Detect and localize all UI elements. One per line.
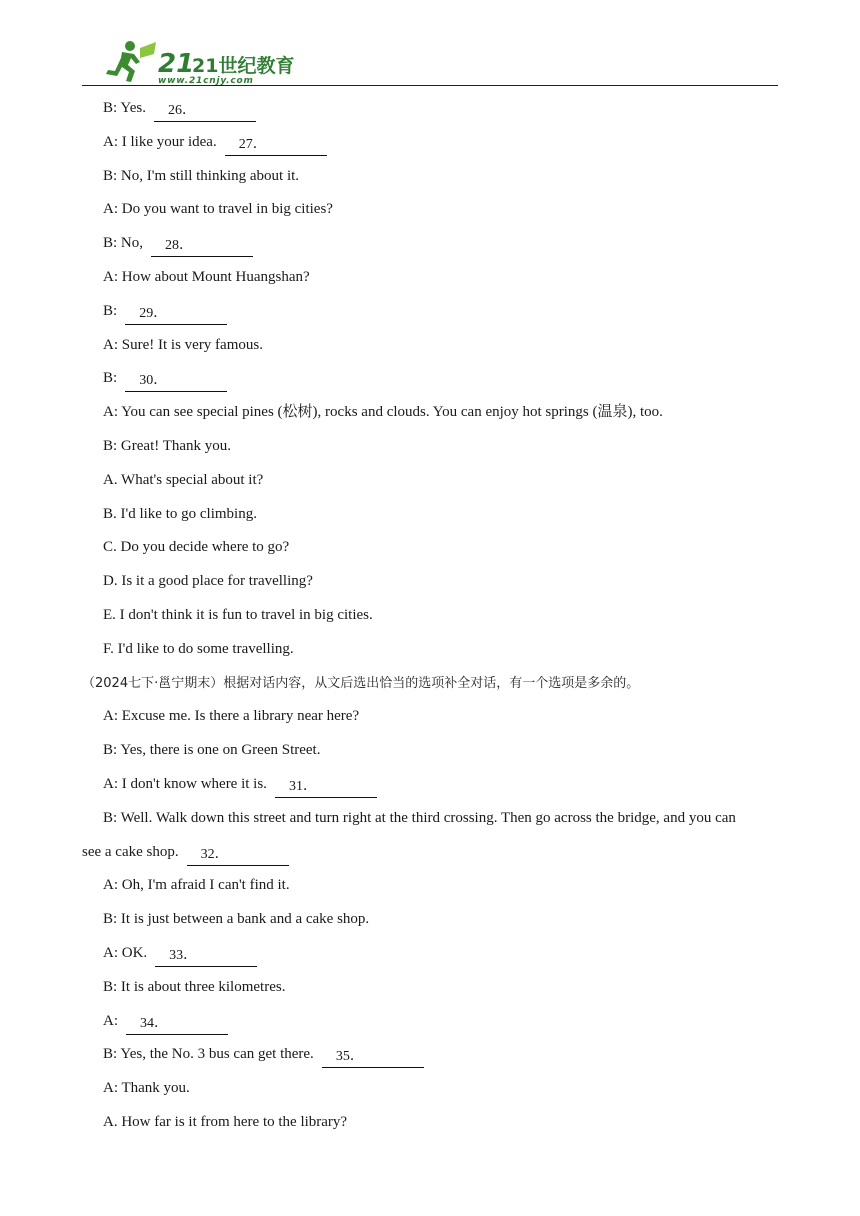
dialogue-line xyxy=(82,903,782,937)
line-text: see a cake shop. xyxy=(82,843,179,860)
dialogue-line xyxy=(82,92,782,126)
blank-number: 28． xyxy=(165,238,194,254)
dialogue-line xyxy=(82,734,782,768)
blank-number: 26． xyxy=(167,103,196,118)
dialogue-line xyxy=(82,768,782,802)
line-text: A: How about Mount Huangshan? xyxy=(103,268,310,285)
dialogue-line xyxy=(82,227,782,261)
dialogue-line xyxy=(82,1106,782,1140)
page-header xyxy=(0,0,860,90)
line-text: B: Yes, the No. 3 bus can get there. xyxy=(103,1046,314,1063)
line-text: C. Do you decide where to go? xyxy=(103,539,290,556)
section-heading: （2024七下·邕宁期末）根据对话内容，从文后选出恰当的选项补全对话，有一个选项是多余的。 xyxy=(82,675,640,691)
answer-blank[interactable] xyxy=(187,845,289,866)
line-text: A: xyxy=(103,1012,118,1029)
svg-text:21: 21 xyxy=(158,49,195,79)
blank-number: 34． xyxy=(140,1015,168,1031)
blank-number: 31． xyxy=(288,778,317,794)
dialogue-line xyxy=(82,261,782,295)
line-text: E. I don't think it is fun to travel in big cities. xyxy=(103,606,373,623)
dialogue-line xyxy=(82,700,782,734)
dialogue-line xyxy=(82,329,782,363)
dialogue-line xyxy=(82,565,782,599)
answer-blank[interactable] xyxy=(322,1047,424,1068)
blank-number: 30． xyxy=(139,373,168,389)
dialogue-line xyxy=(82,599,782,633)
blank-number: 27． xyxy=(238,136,267,152)
dialogue-line xyxy=(82,836,782,870)
dialogue-line xyxy=(82,937,782,971)
line-text: B: Yes. xyxy=(103,100,146,116)
line-text: B: It is about three kilometres. xyxy=(103,978,286,995)
line-text: A: OK. xyxy=(103,944,148,961)
blank-number: 29． xyxy=(139,305,168,321)
blank-number: 35． xyxy=(335,1049,364,1065)
header-divider xyxy=(82,85,778,86)
line-text: B: Great! Thank you. xyxy=(103,437,232,454)
answer-blank[interactable] xyxy=(151,236,253,257)
dialogue-line xyxy=(82,1072,782,1106)
line-text: B: No, I'm still thinking about it. xyxy=(103,167,300,184)
dialogue-line xyxy=(82,396,782,430)
line-text: A: Excuse me. Is there a library near here? xyxy=(103,708,360,725)
line-text: A: I don't know where it is. xyxy=(103,775,267,792)
blank-number: 33． xyxy=(169,947,198,963)
line-text: A: You can see special pines (松树), rocks and clouds. You can enjoy hot springs (温泉), too. xyxy=(103,404,663,421)
line-text: A: Oh, I'm afraid I can't find it. xyxy=(103,877,290,894)
line-text: A: Thank you. xyxy=(103,1080,190,1097)
answer-blank[interactable] xyxy=(125,304,227,325)
document-body xyxy=(82,92,782,1140)
line-text: B: Well. Walk down this street and turn right at the third crossing. Then go across the bridge, and you can xyxy=(103,809,736,826)
brand-logo xyxy=(100,38,295,86)
dialogue-line xyxy=(82,633,782,667)
answer-blank[interactable] xyxy=(154,101,256,122)
line-text: D. Is it a good place for travelling? xyxy=(103,573,313,590)
dialogue-line xyxy=(82,498,782,532)
dialogue-line xyxy=(82,295,782,329)
line-text: A: Sure! It is very famous. xyxy=(103,336,263,353)
line-text: A. What's special about it? xyxy=(103,471,264,488)
line-text: B: xyxy=(103,370,118,387)
dialogue-line xyxy=(82,1038,782,1072)
line-text: A: I like your idea. xyxy=(103,133,217,150)
dialogue-line xyxy=(82,802,782,836)
logo-text: 21世纪教育 xyxy=(192,55,295,77)
line-text: B. I'd like to go climbing. xyxy=(103,505,257,522)
dialogue-line xyxy=(82,464,782,498)
dialogue-line xyxy=(82,430,782,464)
dialogue-line xyxy=(82,531,782,565)
blank-number: 32． xyxy=(200,846,229,862)
dialogue-line xyxy=(82,869,782,903)
line-text: B: It is just between a bank and a cake shop. xyxy=(103,911,370,928)
answer-blank[interactable] xyxy=(275,777,377,798)
line-text: B: xyxy=(103,302,118,319)
answer-blank[interactable] xyxy=(225,135,327,156)
dialogue-line xyxy=(82,160,782,194)
line-text: A. How far is it from here to the library? xyxy=(103,1113,348,1130)
answer-blank[interactable] xyxy=(125,371,227,392)
line-text: B: No, xyxy=(103,235,144,252)
dialogue-line xyxy=(82,1005,782,1039)
line-text: A: Do you want to travel in big cities? xyxy=(103,201,333,218)
dialogue-line xyxy=(82,362,782,396)
logo-url: www.21cnjy.com xyxy=(158,76,254,86)
answer-blank[interactable] xyxy=(155,946,257,967)
dialogue-line xyxy=(82,971,782,1005)
line-text: F. I'd like to do some travelling. xyxy=(103,640,294,657)
answer-blank[interactable] xyxy=(126,1014,228,1035)
dialogue-line xyxy=(82,193,782,227)
dialogue-line xyxy=(82,126,782,160)
line-text: B: Yes, there is one on Green Street. xyxy=(103,742,321,759)
